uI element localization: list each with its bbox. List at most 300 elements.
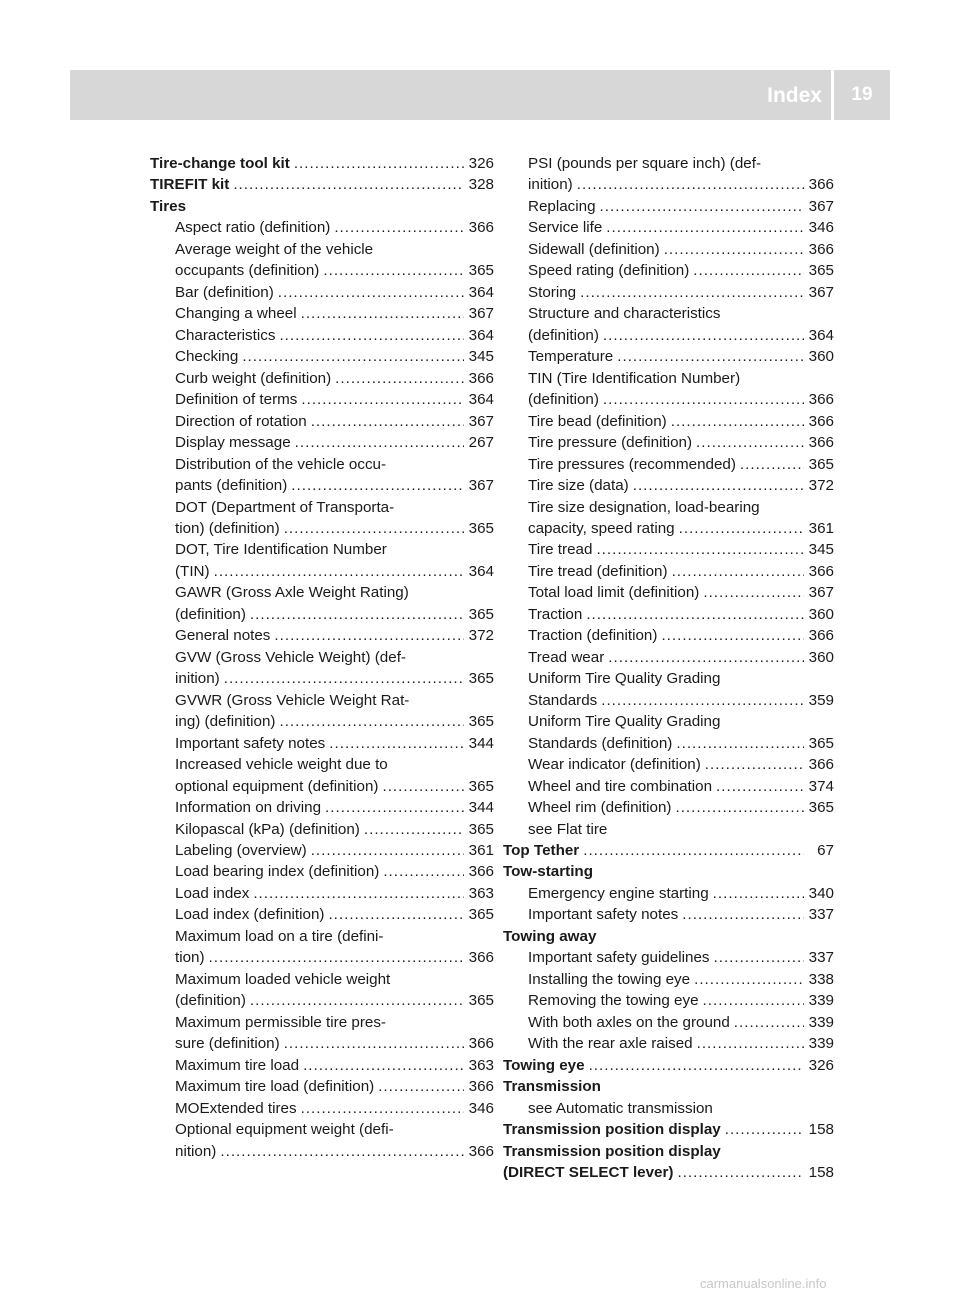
index-entry: [503, 411, 834, 432]
index-entry-text: Tire tread: [528, 541, 593, 559]
dot-leader: [734, 1012, 804, 1033]
index-continuation: [150, 239, 494, 260]
index-entry-text: Tire pressures (recommended): [528, 455, 736, 473]
index-heading-text: Tow-starting: [503, 863, 593, 881]
index-entry-page: 365: [468, 262, 494, 280]
index-entry-text: sure (definition): [175, 1035, 280, 1053]
index-entry-text: Standards (definition): [528, 734, 673, 752]
index-entry: [150, 217, 494, 238]
index-entry-page: 340: [808, 884, 834, 902]
index-continuation-text: see Automatic transmission: [528, 1099, 713, 1117]
index-entry-text: tion) (definition): [175, 519, 280, 537]
dot-leader: [696, 432, 804, 453]
index-entry-text: Towing eye: [503, 1056, 585, 1074]
index-continuation-text: Optional equipment weight (defi-: [175, 1121, 394, 1139]
index-entry-page: 346: [808, 219, 834, 237]
index-entry-page: 366: [468, 1035, 494, 1053]
index-heading: [503, 1076, 834, 1097]
dot-leader: [603, 325, 804, 346]
dot-leader: [278, 282, 464, 303]
index-entry: [150, 990, 494, 1011]
dot-leader: [676, 733, 804, 754]
index-entry-page: 365: [468, 670, 494, 688]
dot-leader: [294, 153, 464, 174]
index-continuation: [503, 368, 834, 389]
index-entry: [503, 389, 834, 410]
index-entry-text: optional equipment (definition): [175, 777, 379, 795]
index-continuation: [150, 582, 494, 603]
index-entry-text: Temperature: [528, 348, 614, 366]
index-entry: [503, 1162, 834, 1183]
index-continuation: [150, 969, 494, 990]
index-entry-text: inition): [175, 670, 220, 688]
dot-leader: [703, 582, 804, 603]
index-entry-text: Transmission position display: [503, 1121, 721, 1139]
index-entry-text: Service life: [528, 219, 603, 237]
index-continuation: [150, 539, 494, 560]
index-entry-text: Direction of rotation: [175, 412, 307, 430]
index-entry-text: Storing: [528, 283, 577, 301]
index-entry: [150, 819, 494, 840]
index-entry: [503, 1033, 834, 1054]
index-entry-page: 365: [468, 992, 494, 1010]
index-entry: [503, 174, 834, 195]
index-entry-text: Wear indicator (definition): [528, 756, 701, 774]
index-entry: [503, 432, 834, 453]
dot-leader: [253, 883, 464, 904]
index-entry-text: Display message: [175, 434, 291, 452]
index-entry-text: (DIRECT SELECT lever): [503, 1164, 674, 1182]
index-entry-page: 67: [817, 842, 834, 859]
index-entry: [150, 1033, 494, 1054]
index-entry-text: occupants (definition): [175, 262, 320, 280]
index-entry: [150, 518, 494, 539]
index-entry-text: Standards: [528, 691, 598, 709]
index-continuation: [150, 647, 494, 668]
index-continuation-text: PSI (pounds per square inch) (def-: [528, 155, 761, 172]
dot-leader: [295, 432, 464, 453]
index-entry: [503, 217, 834, 238]
index-entry: [150, 260, 494, 281]
index-continuation: [150, 1012, 494, 1033]
dot-leader: [583, 840, 804, 861]
index-entry-text: Tread wear: [528, 648, 605, 666]
index-continuation: [150, 497, 494, 518]
index-entry: [150, 883, 494, 904]
index-entry-page: 339: [808, 992, 834, 1010]
dot-leader: [303, 1055, 464, 1076]
index-entry-page: 363: [468, 1056, 494, 1074]
index-heading-text: Tires: [150, 197, 187, 215]
index-entry: [503, 346, 834, 367]
index-entry-page: 366: [468, 219, 494, 237]
index-entry-text: Traction (definition): [528, 627, 658, 645]
index-entry-page: 366: [808, 391, 834, 409]
dot-leader: [311, 840, 464, 861]
dot-leader: [325, 797, 464, 818]
index-entry-page: 367: [468, 412, 494, 430]
index-entry-text: (definition): [528, 391, 599, 409]
index-entry: [150, 797, 494, 818]
index-entry-text: (definition): [175, 605, 246, 623]
index-entry: [150, 389, 494, 410]
dot-leader: [301, 1098, 464, 1119]
index-entry-text: Traction: [528, 605, 583, 623]
index-entry: [503, 776, 834, 797]
dot-leader: [224, 668, 464, 689]
dot-leader: [250, 990, 464, 1011]
index-entry: [503, 754, 834, 775]
index-entry-page: 366: [468, 949, 494, 967]
index-entry-text: Load index (definition): [175, 906, 325, 924]
index-entry-page: 363: [468, 884, 494, 902]
index-entry: [503, 239, 834, 260]
dot-leader: [580, 282, 804, 303]
index-entry: [150, 346, 494, 367]
dot-leader: [697, 1033, 804, 1054]
dot-leader: [671, 411, 804, 432]
index-heading-text: Transmission: [503, 1078, 601, 1096]
index-entry-text: Tire size (data): [528, 477, 629, 495]
index-entry-text: Labeling (overview): [175, 842, 307, 859]
index-entry-page: 326: [468, 155, 494, 172]
index-entry: [503, 561, 834, 582]
index-entry-text: Maximum tire load (definition): [175, 1078, 375, 1096]
index-entry-page: 366: [808, 240, 834, 258]
index-entry-page: 366: [808, 562, 834, 580]
index-entry-text: tion): [175, 949, 205, 967]
dot-leader: [608, 647, 804, 668]
index-entry: [150, 174, 494, 195]
dot-leader: [661, 625, 804, 646]
index-continuation-text: Structure and characteristics: [528, 305, 721, 323]
index-entry-page: 339: [808, 1013, 834, 1031]
index-entry-text: Top Tether: [503, 842, 580, 859]
index-continuation-text: Increased vehicle weight due to: [175, 756, 388, 774]
index-entry-page: 366: [468, 369, 494, 387]
index-entry-page: 367: [468, 305, 494, 323]
index-entry: [503, 325, 834, 346]
index-entry: [150, 432, 494, 453]
index-entry-text: Wheel rim (definition): [528, 799, 672, 817]
index-entry: [150, 153, 494, 174]
dot-leader: [242, 346, 464, 367]
index-entry-page: 367: [808, 197, 834, 215]
index-entry-page: 344: [468, 734, 494, 752]
index-continuation-text: GAWR (Gross Axle Weight Rating): [175, 584, 409, 602]
index-entry: [503, 1012, 834, 1033]
dot-leader: [301, 389, 464, 410]
index-entry-page: 359: [808, 691, 834, 709]
index-entry-page: 361: [468, 842, 494, 859]
index-continuation-text: DOT (Department of Transporta-: [175, 498, 395, 516]
index-entry: [503, 604, 834, 625]
index-entry: [503, 518, 834, 539]
index-entry: [150, 733, 494, 754]
index-entry-text: Total load limit (definition): [528, 584, 700, 602]
index-entry: [503, 904, 834, 925]
index-entry-page: 326: [808, 1056, 834, 1074]
index-column-left: [150, 153, 494, 1162]
index-continuation-text: TIN (Tire Identification Number): [528, 369, 741, 387]
index-entry-page: 366: [808, 627, 834, 645]
dot-leader: [291, 475, 464, 496]
index-entry-page: 338: [808, 970, 834, 988]
index-entry: [150, 303, 494, 324]
index-entry-text: Wheel and tire combination: [528, 777, 713, 795]
index-entry-text: Maximum tire load: [175, 1056, 300, 1074]
index-entry-page: 372: [808, 477, 834, 495]
index-continuation-text: Maximum permissible tire pres-: [175, 1013, 386, 1031]
index-continuation: [150, 754, 494, 775]
index-heading-text: Transmission position display: [503, 1142, 721, 1160]
index-entry: [503, 840, 834, 861]
dot-leader: [378, 1076, 464, 1097]
index-entry: [503, 733, 834, 754]
index-entry-text: Checking: [175, 348, 239, 366]
index-entry: [150, 1141, 494, 1162]
index-entry: [150, 711, 494, 732]
index-entry: [503, 1119, 834, 1140]
index-entry-page: 365: [468, 519, 494, 537]
index-entry: [150, 282, 494, 303]
dot-leader: [740, 454, 804, 475]
index-entry-text: Changing a wheel: [175, 305, 297, 323]
index-continuation: [150, 690, 494, 711]
index-entry-text: capacity, speed rating: [528, 519, 675, 537]
index-entry: [150, 861, 494, 882]
index-entry-page: 365: [468, 713, 494, 731]
index-entry-page: 366: [808, 756, 834, 774]
dot-leader: [323, 260, 464, 281]
index-entry-text: Kilopascal (kPa) (definition): [175, 820, 360, 838]
index-continuation-text: GVWR (Gross Vehicle Weight Rat-: [175, 691, 410, 709]
index-entry-page: 344: [468, 799, 494, 817]
index-entry: [150, 625, 494, 646]
index-entry-text: nition): [175, 1142, 217, 1160]
index-entry: [150, 475, 494, 496]
index-entry: [503, 582, 834, 603]
dot-leader: [284, 518, 464, 539]
index-heading: [503, 861, 834, 882]
index-entry-page: 372: [468, 627, 494, 645]
index-entry: [503, 196, 834, 217]
dot-leader: [311, 411, 464, 432]
index-entry: [503, 282, 834, 303]
index-entry-page: 267: [468, 434, 494, 452]
dot-leader: [279, 711, 464, 732]
index-heading: [503, 926, 834, 947]
index-entry-page: 337: [808, 949, 834, 967]
index-entry-page: 374: [808, 777, 834, 795]
index-entry: [503, 990, 834, 1011]
dot-leader: [725, 1119, 804, 1140]
index-entry-page: 158: [808, 1164, 834, 1182]
index-continuation-text: see Flat tire: [528, 820, 608, 838]
index-entry: [150, 1098, 494, 1119]
dot-leader: [274, 625, 464, 646]
index-entry-page: 364: [468, 283, 494, 301]
index-entry-page: 365: [468, 820, 494, 838]
index-entry-text: Sidewall (definition): [528, 240, 660, 258]
index-entry: [150, 368, 494, 389]
dot-leader: [329, 733, 464, 754]
index-entry: [503, 647, 834, 668]
dot-leader: [606, 217, 804, 238]
index-continuation: [150, 1119, 494, 1140]
index-continuation-text: GVW (Gross Vehicle Weight) (def-: [175, 648, 406, 666]
page-number: 19: [851, 84, 873, 105]
index-entry-page: 364: [808, 326, 834, 344]
dot-leader: [586, 604, 804, 625]
dot-leader: [220, 1141, 464, 1162]
dot-leader: [600, 196, 804, 217]
index-entry: [150, 604, 494, 625]
index-entry: [150, 904, 494, 925]
index-entry-text: inition): [528, 176, 573, 194]
index-continuation-text: Maximum loaded vehicle weight: [175, 970, 391, 988]
index-entry-text: Aspect ratio (definition): [175, 219, 331, 237]
dot-leader: [301, 303, 464, 324]
index-entry: [503, 260, 834, 281]
index-entry-page: 328: [468, 176, 494, 194]
dot-leader: [677, 1162, 804, 1183]
index-entry: [150, 947, 494, 968]
dot-leader: [617, 346, 804, 367]
index-entry-page: 367: [808, 283, 834, 301]
index-entry-page: 360: [808, 605, 834, 623]
index-entry-page: 365: [808, 455, 834, 473]
dot-leader: [603, 389, 804, 410]
index-entry-page: 364: [468, 562, 494, 580]
index-entry-page: 365: [808, 734, 834, 752]
index-entry-text: Important safety guidelines: [528, 949, 710, 967]
dot-leader: [209, 947, 464, 968]
index-entry: [503, 969, 834, 990]
index-entry-text: ing) (definition): [175, 713, 276, 731]
index-entry-page: 365: [468, 605, 494, 623]
dot-leader: [364, 819, 464, 840]
index-entry-page: 365: [808, 799, 834, 817]
index-entry-text: Bar (definition): [175, 283, 274, 301]
dot-leader: [589, 1055, 804, 1076]
index-continuation-text: Tire size designation, load-bearing: [528, 498, 760, 516]
dot-leader: [716, 776, 804, 797]
index-entry-text: With the rear axle raised: [528, 1035, 693, 1053]
index-entry-text: (definition): [175, 992, 246, 1010]
dot-leader: [233, 174, 464, 195]
index-entry-text: Tire tread (definition): [528, 562, 668, 580]
index-entry: [150, 1055, 494, 1076]
index-entry-text: Removing the towing eye: [528, 992, 699, 1010]
dot-leader: [279, 325, 464, 346]
index-entry-page: 361: [808, 519, 834, 537]
index-entry-text: Tire pressure (definition): [528, 434, 693, 452]
dot-leader: [328, 904, 464, 925]
dot-leader: [577, 174, 804, 195]
index-entry-text: Curb weight (definition): [175, 369, 332, 387]
dot-leader: [713, 883, 804, 904]
index-entry-text: Important safety notes: [528, 906, 679, 924]
dot-leader: [664, 239, 804, 260]
index-entry: [150, 325, 494, 346]
index-continuation-text: Average weight of the vehicle: [175, 240, 374, 258]
index-entry-text: Speed rating (definition): [528, 262, 690, 280]
index-entry-page: 366: [808, 412, 834, 430]
index-continuation: [503, 1098, 834, 1119]
dot-leader: [596, 539, 804, 560]
index-entry: [150, 1076, 494, 1097]
index-continuation-text: DOT, Tire Identification Number: [175, 541, 387, 559]
index-entry-text: Important safety notes: [175, 734, 326, 752]
index-entry: [503, 475, 834, 496]
index-continuation: [503, 497, 834, 518]
index-continuation-text: Uniform Tire Quality Grading: [528, 713, 721, 731]
index-entry-text: Load bearing index (definition): [175, 863, 380, 881]
index-entry: [503, 797, 834, 818]
dot-leader: [714, 947, 804, 968]
index-entry-page: 366: [468, 863, 494, 881]
index-entry-page: 346: [468, 1099, 494, 1117]
index-entry-page: 345: [468, 348, 494, 366]
index-entry-text: Tire-change tool kit: [150, 155, 290, 172]
dot-leader: [705, 754, 804, 775]
index-entry: [503, 947, 834, 968]
index-entry-text: (TIN): [175, 562, 210, 580]
index-continuation-text: Uniform Tire Quality Grading: [528, 670, 721, 688]
index-continuation: [150, 454, 494, 475]
index-entry-text: General notes: [175, 627, 271, 645]
index-entry: [150, 776, 494, 797]
index-entry: [503, 883, 834, 904]
index-entry-page: 364: [468, 391, 494, 409]
index-continuation: [503, 303, 834, 324]
index-continuation: [503, 819, 834, 840]
index-entry-page: 365: [468, 906, 494, 924]
index-entry-page: 339: [808, 1035, 834, 1053]
index-entry-text: Load index: [175, 884, 250, 902]
index-entry-text: (definition): [528, 326, 599, 344]
index-entry-text: Emergency engine starting: [528, 884, 709, 902]
index-entry: [503, 454, 834, 475]
index-entry-text: Replacing: [528, 197, 596, 215]
dot-leader: [382, 776, 464, 797]
index-heading-text: Towing away: [503, 927, 597, 945]
index-continuation: [150, 926, 494, 947]
index-entry-text: Definition of terms: [175, 391, 298, 409]
index-continuation: [503, 711, 834, 732]
index-continuation-text: Distribution of the vehicle occu-: [175, 455, 387, 473]
index-entry-text: pants (definition): [175, 477, 288, 495]
index-continuation: [503, 668, 834, 689]
index-entry-page: 337: [808, 906, 834, 924]
index-entry-text: With both axles on the ground: [528, 1013, 730, 1031]
dot-leader: [383, 861, 464, 882]
index-entry: [150, 840, 494, 861]
dot-leader: [679, 518, 804, 539]
index-entry-page: 365: [808, 262, 834, 280]
index-entry-text: Information on driving: [175, 799, 322, 817]
index-entry: [503, 625, 834, 646]
index-heading: [503, 1141, 834, 1162]
index-entry-page: 366: [468, 1078, 494, 1096]
index-entry-page: 364: [468, 326, 494, 344]
index-entry-text: TIREFIT kit: [150, 176, 230, 194]
dot-leader: [334, 217, 464, 238]
dot-leader: [284, 1033, 464, 1054]
index-heading: [150, 196, 494, 217]
dot-leader: [693, 260, 804, 281]
